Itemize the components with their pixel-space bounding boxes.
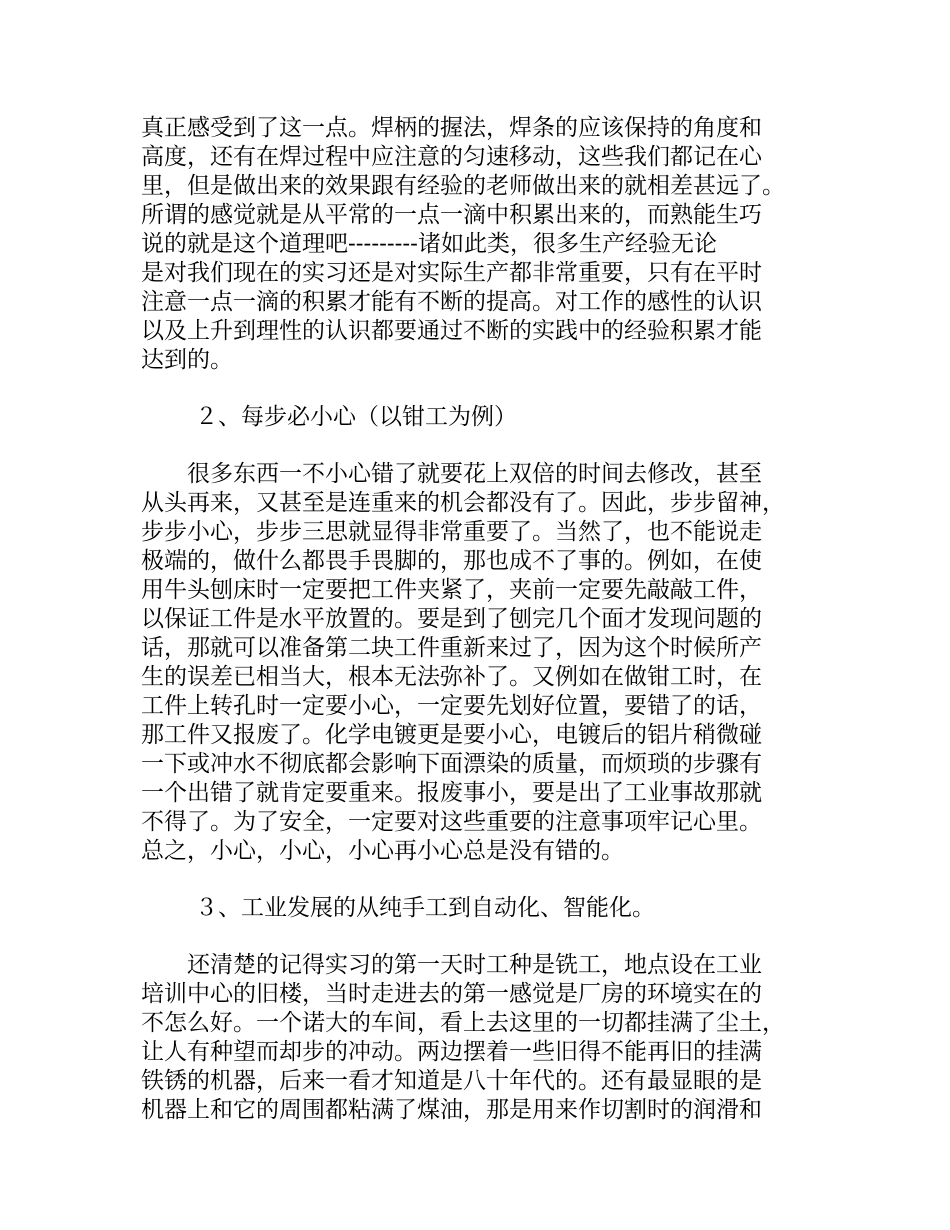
- text-line: 用牛头刨床时一定要把工件夹紧了，夹前一定要先敲敲工件，: [141, 577, 762, 603]
- paragraph-2: [141, 460, 821, 866]
- text-line: 不得了。为了安全，一定要对这些重要的注意事项牢记心里。: [141, 809, 762, 835]
- text-line: 不怎么好。一个诺大的车间，看上去这里的一切都挂满了尘土，: [141, 1010, 785, 1036]
- spacer: [141, 923, 821, 951]
- text-line: 话，那就可以准备第二块工件重新来过了，因为这个时候所产: [141, 635, 762, 661]
- text-line: 总之，小心，小心，小心再小心总是没有错的。: [141, 838, 624, 864]
- spacer: [141, 375, 821, 403]
- document-page: [141, 114, 821, 1125]
- text-line: 让人有种望而却步的冲动。两边摆着一些旧得不能再旧的挂满: [141, 1039, 762, 1065]
- text-line: 注意一点一滴的积累才能有不断的提高。对工作的感性的认识: [141, 289, 762, 315]
- text-line: 从头再来，又甚至是连重来的机会都没有了。因此，步步留神，: [141, 490, 785, 516]
- text-line: 机器上和它的周围都粘满了煤油，那是用来作切割时的润滑和: [141, 1097, 762, 1123]
- text-line: 铁锈的机器，后来一看才知道是八十年代的。还有最显眼的是: [141, 1068, 762, 1094]
- section-heading-3: ３、工业发展的从纯手工到自动化、智能化。: [195, 895, 655, 921]
- spacer: [141, 432, 821, 460]
- text-line: 一下或冲水不彻底都会影响下面漂染的质量，而烦琐的步骤有: [141, 751, 762, 777]
- text-line: 培训中心的旧楼，当时走进去的第一感觉是厂房的环境实在的: [141, 981, 762, 1007]
- text-line: 生的误差已相当大，根本无法弥补了。又例如在做钳工时，在: [141, 664, 762, 690]
- text-line: 达到的。: [141, 347, 233, 373]
- text-line: 以及上升到理性的认识都要通过不断的实践中的经验积累才能: [141, 318, 762, 344]
- text-line: 还清楚的记得实习的第一天时工种是铣工，地点设在工业: [187, 952, 762, 978]
- text-line: 步步小心，步步三思就显得非常重要了。当然了，也不能说走: [141, 519, 762, 545]
- paragraph-1: [141, 114, 821, 375]
- text-line: 所谓的感觉就是从平常的一点一滴中积累出来的，而熟能生巧: [141, 202, 762, 228]
- text-line: 真正感受到了这一点。焊柄的握法，焊条的应该保持的角度和: [141, 115, 762, 141]
- section-heading-2: ２、每步必小心（以钳工为例）: [195, 404, 517, 430]
- text-line: 极端的，做什么都畏手畏脚的，那也成不了事的。例如，在使: [141, 548, 762, 574]
- text-line: 一个出错了就肯定要重来。报废事小，要是出了工业事故那就: [141, 780, 762, 806]
- text-line: 说的就是这个道理吧---------诸如此类，很多生产经验无论: [141, 231, 717, 257]
- text-line: 很多东西一不小心错了就要花上双倍的时间去修改，甚至: [187, 461, 762, 487]
- spacer: [141, 866, 821, 894]
- text-line: 工件上转孔时一定要小心，一定要先划好位置，要错了的话，: [141, 693, 762, 719]
- text-line: 那工件又报废了。化学电镀更是要小心，电镀后的铝片稍微碰: [141, 722, 762, 748]
- text-line: 高度，还有在焊过程中应注意的匀速移动，这些我们都记在心: [141, 144, 762, 170]
- text-line: 是对我们现在的实习还是对实际生产都非常重要，只有在平时: [141, 260, 762, 286]
- text-line: 以保证工件是水平放置的。要是到了刨完几个面才发现问题的: [141, 606, 762, 632]
- text-line: 里，但是做出来的效果跟有经验的老师做出来的就相差甚远了。: [141, 173, 785, 199]
- paragraph-3: [141, 951, 821, 1125]
